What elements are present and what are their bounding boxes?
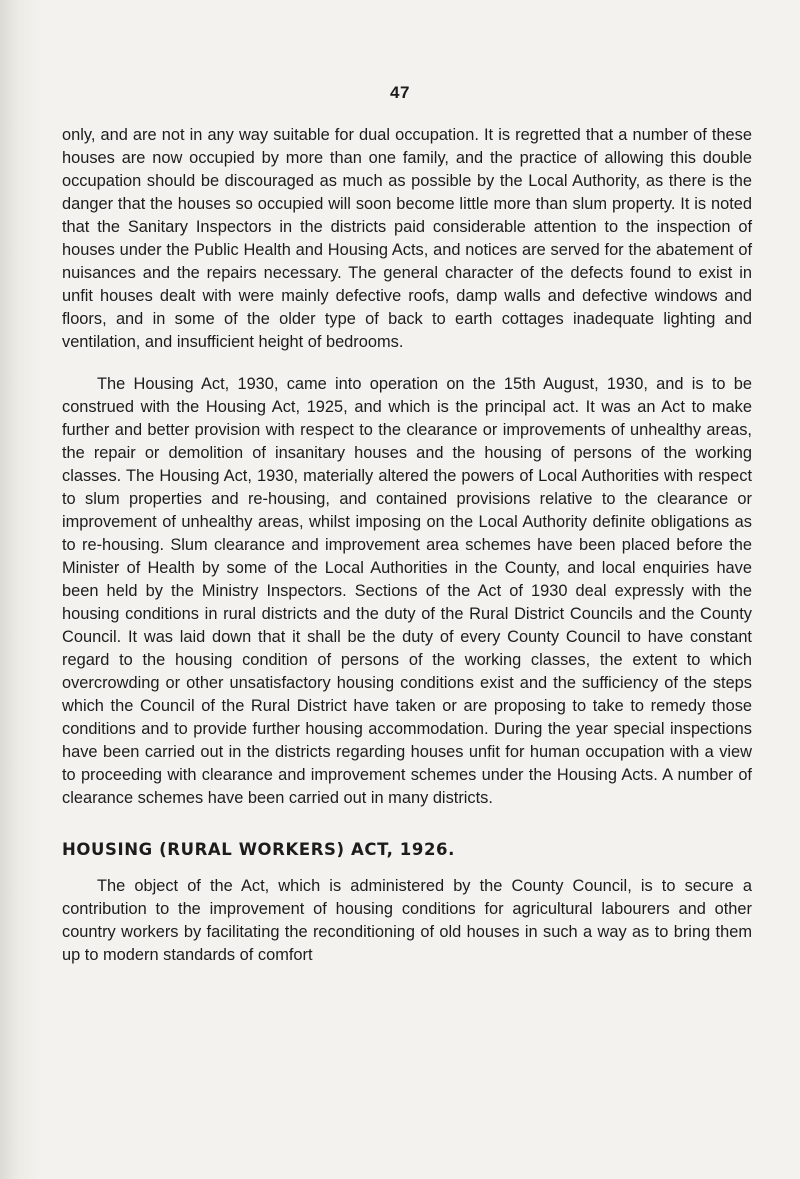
- page-number: 47: [390, 83, 410, 102]
- paragraph-housing-act-1930: The Housing Act, 1930, came into operation on the 15th August, 1930, and is to be construed with the Housing Act, 1925, and which is the principal act. It was an Act to make further and better provision with respect to the clearance or improvements of unhealthy areas, the repair or demolition of insanitary houses and the housing of persons of the working classes. The Housing Act, 1930, materially altered the powers of Local Authorities with respect to slum properties and re-housing, and contained provisions relative to the clearance or improvement of unhealthy areas, whilst imposing on the Local Authority definite obligations as to re-housing. Slum clearance and improvement area schemes have been placed before the Minister of Health by some of the Local Authorities in the County, and local enquiries have been held by the Ministry Inspectors. Sections of the Act of 1930 deal expressly with the housing conditions in rural districts and the duty of the Rural District Councils and the County Council. It was laid down that it shall be the duty of every County Council to have constant regard to the housing condition of persons of the working classes, the extent to which overcrowding or other unsatisfactory housing conditions exist and the sufficiency of the steps which the Council of the Rural District have taken or are proposing to take to remedy those conditions and to provide further housing accommodation. During the year special inspections have been carried out in the districts regarding houses unfit for human occupation with a view to proceeding with clearance and improvement schemes under the Housing Acts. A number of clearance schemes have been carried out in many districts.: [62, 375, 752, 807]
- paragraph-rural-workers-act: The object of the Act, which is administered by the County Council, is to secure a contribution to the improvement of housing conditions for agricultural labourers and other country workers by facilitating the reconditioning of old houses in such a way as to bring them up to modern standards of comfort: [62, 877, 752, 964]
- page-content: [62, 124, 752, 967]
- paragraph-housing-occupation: only, and are not in any way suitable for dual occupation. It is regretted that a number of these houses are now occupied by more than one family, and the practice of allowing this double occupation should be discouraged as much as possible by the Local Authority, as there is the danger that the houses so occupied will soon become little more than slum property. It is noted that the Sanitary Inspectors in the districts paid considerable attention to the inspection of houses under the Public Health and Housing Acts, and notices are served for the abatement of nuisances and the repairs necessary. The general character of the defects found to exist in unfit houses dealt with were mainly defective roofs, damp walls and defective windows and floors, and in some of the older type of back to earth cottages inadequate lighting and ventilation, and insufficient height of bedrooms.: [62, 126, 752, 351]
- section-heading: HOUSING (RURAL WORKERS) ACT, 1926.: [62, 840, 455, 859]
